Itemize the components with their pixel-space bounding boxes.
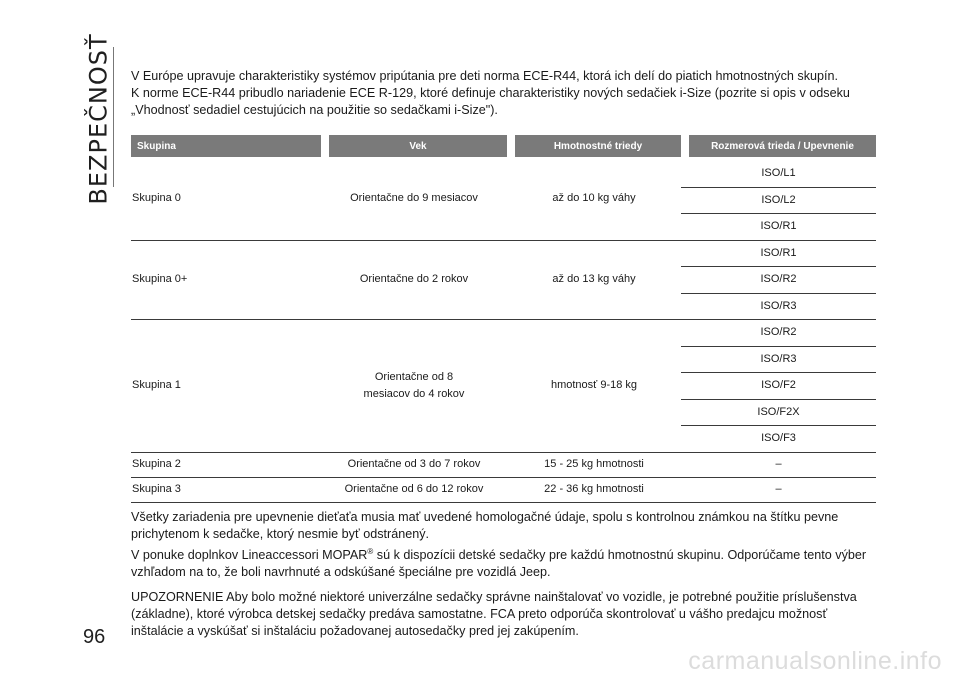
age-cell: Orientačne od 6 do 12 rokov bbox=[321, 478, 507, 503]
size-class-cell: ISO/R3 bbox=[681, 347, 876, 374]
mopar-text-after: sú k dispozícii detské sedačky pre každú hmotnostnú skupinu. Odporúčame tento výber vzhľadom na to, že boli navrhnuté a odskúšané špeciálne pre vozidlá Jeep. bbox=[131, 547, 867, 579]
age-cell: Orientačne do 9 mesiacov bbox=[321, 157, 507, 241]
size-class-cell: ISO/R3 bbox=[681, 294, 876, 321]
size-class-cell: ISO/L1 bbox=[681, 157, 876, 188]
group-cell: Skupina 0+ bbox=[131, 241, 321, 321]
age-cell: Orientačne od 3 do 7 rokov bbox=[321, 453, 507, 478]
intro-paragraph-2: K norme ECE-R44 pribudlo nariadenie ECE R-129, ktoré definuje charakteristiky nových sedačiek i-Size (pozrite si opis v odseku „Vhodnosť sedadiel cestujúcich na použitie so sedačkami i-Size"). bbox=[131, 86, 850, 117]
child-seat-table bbox=[131, 135, 876, 503]
weight-cell: až do 10 kg váhy bbox=[507, 157, 681, 241]
section-title bbox=[82, 33, 116, 205]
section-divider bbox=[113, 47, 114, 187]
mopar-text-before: V ponuke doplnkov Lineaccessori MOPAR bbox=[131, 547, 368, 562]
size-class-cell: – bbox=[681, 453, 876, 478]
size-class-cell: ISO/F2 bbox=[681, 373, 876, 400]
header-weight: Hmotnostné triedy bbox=[507, 135, 681, 157]
group-cell: Skupina 0 bbox=[131, 157, 321, 241]
group-cell: Skupina 1 bbox=[131, 320, 321, 453]
table-header-row bbox=[131, 135, 876, 157]
table-row bbox=[131, 478, 876, 503]
weight-cell: až do 13 kg váhy bbox=[507, 241, 681, 321]
size-class-cell: ISO/L2 bbox=[681, 188, 876, 215]
section-title-text: BEZPEČNOSŤ bbox=[85, 33, 114, 205]
header-size-class: Rozmerová trieda / Upevnenie bbox=[681, 135, 876, 157]
age-cell: Orientačne od 8 mesiacov do 4 rokov bbox=[321, 320, 507, 453]
intro-paragraph-1: V Európe upravuje charakteristiky systémov pripútania pre deti norma ECE-R44, ktorá ich delí do piatich hmotnostných skupín. bbox=[131, 69, 838, 83]
size-class-cell: ISO/R1 bbox=[681, 241, 876, 268]
page-number: 96 bbox=[83, 626, 106, 648]
weight-cell: 22 - 36 kg hmotnosti bbox=[507, 478, 681, 503]
table-row bbox=[131, 453, 876, 478]
weight-cell: hmotnosť 9-18 kg bbox=[507, 320, 681, 453]
size-class-cell: ISO/F2X bbox=[681, 400, 876, 427]
size-class-cell: – bbox=[681, 478, 876, 503]
mopar-paragraph bbox=[131, 543, 876, 581]
weight-cell: 15 - 25 kg hmotnosti bbox=[507, 453, 681, 478]
page-content bbox=[131, 68, 876, 640]
size-class-cell: ISO/R1 bbox=[681, 214, 876, 241]
table-row bbox=[131, 241, 876, 268]
watermark: carmanualsonline.info bbox=[688, 647, 942, 675]
table-row bbox=[131, 320, 876, 347]
homologation-paragraph: Všetky zariadenia pre upevnenie dieťaťa musia mať uvedené homologačné údaje, spolu s kontrolnou známkou na štítku pevne prichytenom k sedačke, ktorý nesmie byť odstránený. bbox=[131, 509, 839, 541]
registered-mark: ® bbox=[367, 546, 374, 556]
group-cell: Skupina 3 bbox=[131, 478, 321, 503]
size-class-cell: ISO/F3 bbox=[681, 426, 876, 453]
size-class-cell: ISO/R2 bbox=[681, 267, 876, 294]
header-age: Vek bbox=[321, 135, 507, 157]
group-cell: Skupina 2 bbox=[131, 453, 321, 478]
size-class-cell: ISO/R2 bbox=[681, 320, 876, 347]
age-cell: Orientačne do 2 rokov bbox=[321, 241, 507, 321]
header-group: Skupina bbox=[131, 135, 321, 157]
table-row bbox=[131, 157, 876, 188]
warning-paragraph: UPOZORNENIE Aby bolo možné niektoré univerzálne sedačky správne nainštalovať vo vozidle, je potrebné použitie príslušenstva (základne), ktoré výrobca detskej sedačky predáva samostatne. FCA preto odporúča skontrolovať u vášho predajcu možnosť inštalácie a vyskúšať si inštaláciu požadovanej autosedačky pred jej zakúpením. bbox=[131, 589, 857, 638]
